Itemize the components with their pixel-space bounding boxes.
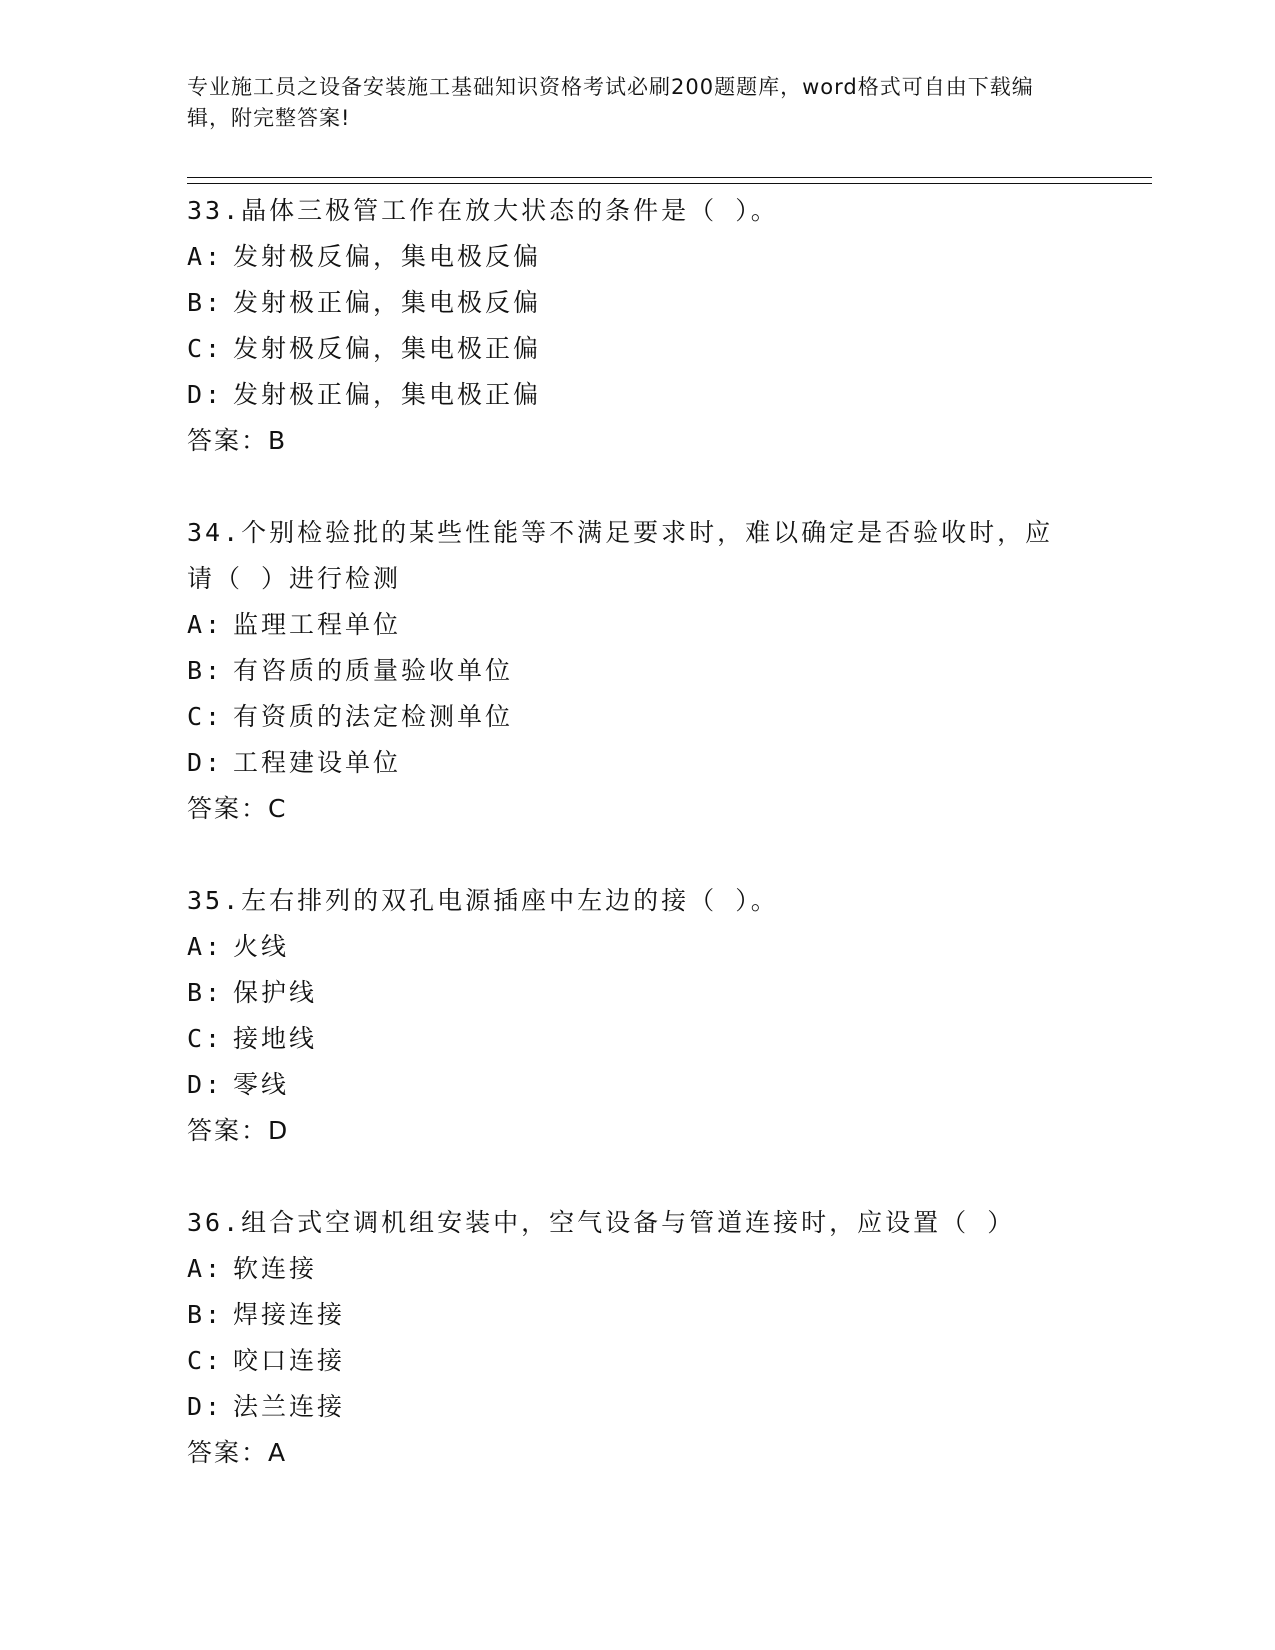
option-d [187,1384,1087,1430]
option-b [187,280,1087,326]
option-text: 工程建设单位 [233,748,402,777]
option-letter: C: [187,1024,224,1053]
option-letter: A: [187,242,224,271]
option-text: 法兰连接 [233,1392,346,1421]
option-text: 发射极正偏，集电极反偏 [233,288,542,317]
option-letter: A: [187,1254,224,1283]
option-a [187,234,1087,280]
option-letter: D: [187,1392,224,1421]
option-b [187,970,1087,1016]
header-divider-top [187,177,1152,178]
question-35 [187,878,1087,1154]
option-letter: C: [187,334,224,363]
option-letter: B: [187,656,224,685]
option-text: 保护线 [233,978,318,1007]
option-letter: C: [187,1346,224,1375]
option-b [187,1292,1087,1338]
answer-line: 答案：C [187,794,288,823]
question-34 [187,510,1087,832]
option-text: 发射极反偏，集电极正偏 [233,334,542,363]
option-text: 火线 [233,932,290,961]
option-letter: D: [187,1070,224,1099]
answer-line: 答案：A [187,1438,288,1467]
option-text: 监理工程单位 [233,610,402,639]
option-a [187,924,1087,970]
option-a [187,1246,1087,1292]
option-letter: D: [187,380,224,409]
option-text: 软连接 [233,1254,318,1283]
answer-line: 答案：B [187,426,288,455]
option-c [187,326,1087,372]
option-c [187,1016,1087,1062]
option-text: 焊接连接 [233,1300,346,1329]
question-title: 34.个别检验批的某些性能等不满足要求时，难以确定是否验收时，应请（ ）进行检测 [187,518,1054,593]
question-36 [187,1200,1087,1476]
question-title: 35.左右排列的双孔电源插座中左边的接（ ）。 [187,886,779,915]
option-letter: B: [187,288,224,317]
document-header [187,72,1067,134]
option-a [187,602,1087,648]
option-text: 发射极正偏，集电极正偏 [233,380,542,409]
question-list [187,188,1087,1522]
question-title: 33.晶体三极管工作在放大状态的条件是（ ）。 [187,196,779,225]
option-b [187,648,1087,694]
option-text: 发射极反偏，集电极反偏 [233,242,542,271]
option-text: 零线 [233,1070,290,1099]
header-divider-bottom [187,183,1152,184]
option-letter: A: [187,932,224,961]
option-letter: B: [187,978,224,1007]
option-text: 有资质的法定检测单位 [233,702,514,731]
option-c [187,1338,1087,1384]
header-title: 专业施工员之设备安装施工基础知识资格考试必刷200题题库，word格式可自由下载编辑，附完整答案! [187,75,1034,130]
option-d [187,740,1087,786]
option-text: 咬口连接 [233,1346,346,1375]
option-d [187,372,1087,418]
option-letter: D: [187,748,224,777]
answer-line: 答案：D [187,1116,290,1145]
option-text: 接地线 [233,1024,318,1053]
option-letter: B: [187,1300,224,1329]
option-text: 有咨质的质量验收单位 [233,656,514,685]
option-c [187,694,1087,740]
question-title: 36.组合式空调机组安装中，空气设备与管道连接时，应设置（ ） [187,1208,1016,1237]
question-33 [187,188,1087,464]
option-letter: A: [187,610,224,639]
option-d [187,1062,1087,1108]
option-letter: C: [187,702,224,731]
